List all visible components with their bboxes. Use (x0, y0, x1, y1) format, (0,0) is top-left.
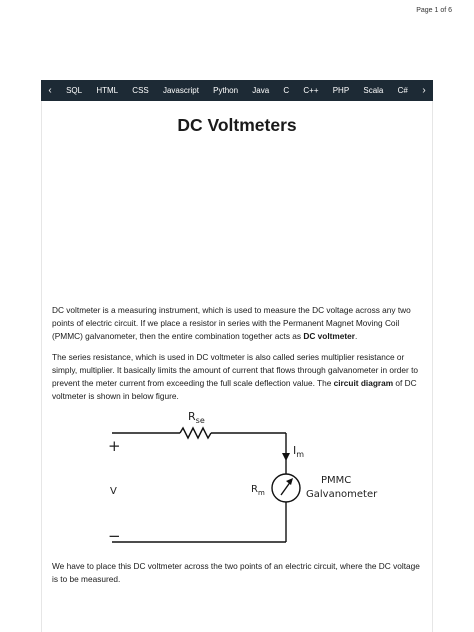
voltage-label: V (110, 486, 117, 497)
rm-sub: m (257, 489, 265, 497)
nav-items (59, 86, 415, 95)
nav-prev-arrow-icon[interactable]: ‹ (48, 85, 52, 96)
pmmc-label: PMMC (321, 475, 352, 486)
im-sub: m (296, 450, 305, 459)
language-nav-bar (41, 80, 433, 101)
nav-item-css[interactable]: CSS (132, 86, 149, 95)
im-label (293, 444, 304, 459)
nav-item-javascript[interactable]: Javascript (162, 86, 199, 95)
nav-item-scala[interactable]: Scala (363, 86, 384, 95)
series-resistor-zigzag (180, 428, 211, 438)
circuit-diagram (42, 101, 432, 561)
page-title: DC Voltmeters (177, 115, 297, 135)
nav-item-csharp[interactable]: C# (397, 86, 408, 95)
galvanometer-label: Galvanometer (306, 489, 378, 500)
rm-main: R (251, 484, 258, 495)
nav-item-sql[interactable]: SQL (66, 86, 83, 95)
current-arrow-icon (282, 453, 290, 461)
series-text: The series resistance, which is used in DC voltmeter is also called series multiplier resistance or simply, multiplier. It basically limits the amount of current that flows through galvanometer in order to prevent the meter current from exceeding the full scale deflection value. The (52, 352, 418, 388)
nav-item-c[interactable]: C (283, 86, 290, 95)
circuit-diagram-term: circuit diagram (333, 378, 394, 388)
rse-label (188, 410, 205, 425)
rse-main: R (188, 410, 196, 423)
rse-sub: se (195, 416, 205, 425)
intro-end: . (354, 331, 358, 341)
rm-label (251, 484, 265, 497)
page-indicator: Page 1 of 6 (416, 7, 452, 14)
nav-item-html[interactable]: HTML (96, 86, 119, 95)
article (41, 101, 433, 632)
nav-item-python[interactable]: Python (213, 86, 239, 95)
intro-bold-term: DC voltmeter (303, 331, 355, 341)
nav-next-arrow-icon[interactable]: › (422, 85, 426, 96)
nav-item-php[interactable]: PHP (332, 86, 350, 95)
intro-text: DC voltmeter is a measuring instrument, which is used to measure the DC voltage across any two points of electric circuit. If we place a resistor in series with the Permanent Magnet Moving Coil (PMMC) galvanometer, then the entire combination together acts as (52, 305, 411, 341)
nav-item-cpp[interactable]: C++ (303, 86, 319, 95)
series-text-end: of DC voltmeter is shown in below figure. (52, 378, 417, 401)
im-main: I (293, 444, 297, 457)
positive-terminal: + (108, 437, 121, 455)
nav-item-java[interactable]: Java (252, 86, 270, 95)
negative-terminal: − (108, 527, 121, 545)
placement-paragraph: We have to place this DC voltmeter across the two points of an electric circuit, where the DC voltage is to be measured. (52, 561, 420, 584)
